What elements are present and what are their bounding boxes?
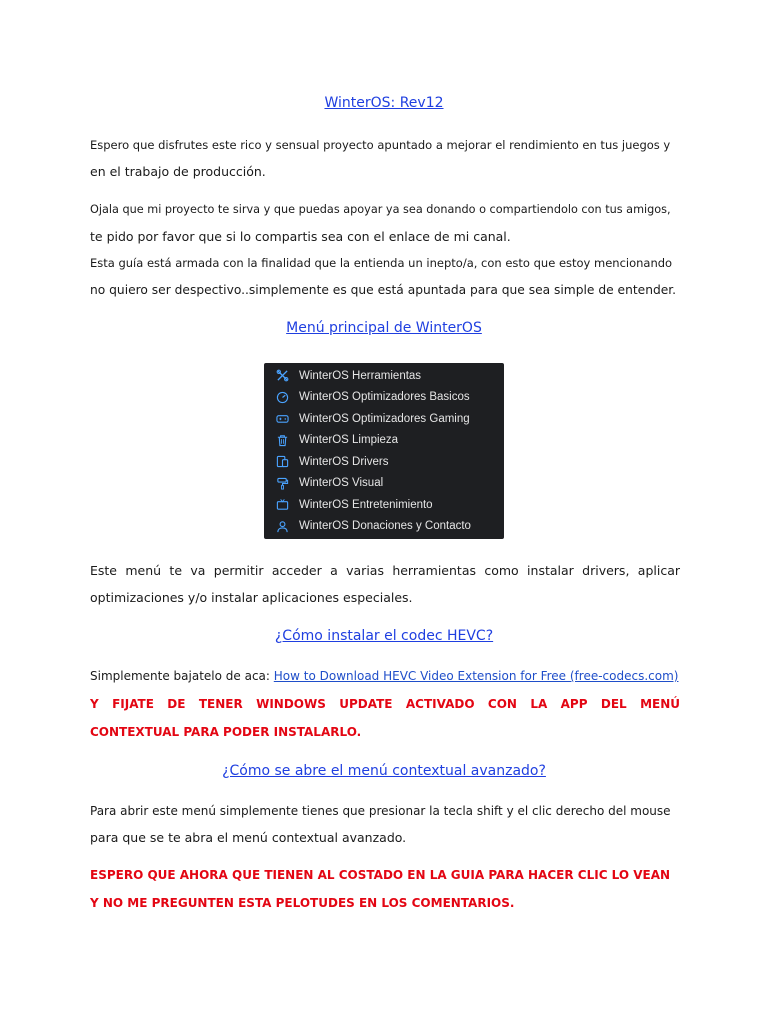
tools-icon (275, 369, 289, 383)
menu-item-label: WinterOS Entretenimiento (299, 498, 433, 511)
context-paragraph (90, 798, 680, 851)
hevc-warning (90, 690, 680, 746)
hevc-warning-line-2: CONTEXTUAL PARA PODER INSTALARLO. (90, 725, 362, 739)
menu-item-label: WinterOS Optimizadores Basicos (299, 391, 470, 403)
menu-section-heading: Menú principal de WinterOS (286, 320, 482, 336)
menu-item-donaciones (264, 516, 504, 537)
menu-item-label: WinterOS Donaciones y Contacto (299, 520, 471, 532)
person-icon (275, 519, 289, 533)
intro-paragraph (90, 132, 680, 185)
menu-item-label: WinterOS Limpieza (299, 434, 399, 446)
menu-item-label: WinterOS Visual (299, 477, 384, 489)
winteros-menu-screenshot (264, 363, 504, 539)
trash-icon (275, 433, 289, 447)
menu-item-label: WinterOS Herramientas (299, 369, 422, 382)
context-warning (90, 861, 680, 917)
hevc-download-link[interactable]: How to Download HEVC Video Extension for Free (free-codecs.com) (273, 669, 679, 683)
gamepad-icon (275, 412, 289, 426)
menu-item-optimizadores-basicos (264, 387, 504, 408)
context-line-1: Para abrir este menú simplemente tienes que presionar la tecla shift y el clic derecho del mouse (90, 804, 671, 818)
menu-item-entretenimiento (264, 494, 504, 515)
hevc-section-heading: ¿Cómo instalar el codec HEVC? (274, 628, 494, 644)
menu-description (90, 558, 680, 611)
hevc-download-prefix: Simplemente bajatelo de aca: (90, 669, 274, 683)
support-line-1: Ojala que mi proyecto te sirva y que puedas apoyar ya sea donando o compartiendolo con tus amigos, (90, 203, 671, 216)
support-paragraph (90, 197, 680, 303)
menu-item-optimizadores-gaming (264, 408, 504, 429)
menu-item-limpieza (264, 430, 504, 451)
context-warning-line-1: ESPERO QUE AHORA QUE TIENEN AL COSTADO EN LA GUIA PARA HACER CLIC LO VEAN (90, 868, 671, 882)
context-section-heading: ¿Cómo se abre el menú contextual avanzado? (222, 763, 546, 779)
support-line-3: Esta guía está armada con la finalidad que la entienda un inepto/a, con esto que estoy mencionando (90, 256, 673, 270)
drivers-icon (275, 455, 289, 469)
hevc-download-line (90, 663, 680, 690)
document-title: WinterOS: Rev12 (324, 95, 444, 111)
support-line-2: te pido por favor que si lo compartis sea con el enlace de mi canal. (90, 228, 511, 244)
intro-line-2: en el trabajo de producción. (90, 163, 266, 179)
menu-item-visual (264, 473, 504, 494)
menu-description-line-1: Este menú te va permitir acceder a varias herramientas como instalar drivers, aplicar (90, 563, 680, 578)
menu-description-line-2: optimizaciones y/o instalar aplicaciones especiales. (90, 589, 413, 605)
menu-item-herramientas (264, 365, 504, 386)
menu-item-label: WinterOS Optimizadores Gaming (299, 412, 470, 425)
gauge-icon (275, 390, 289, 404)
context-line-2: para que se te abra el menú contextual avanzado. (90, 829, 407, 845)
tv-icon (275, 498, 289, 512)
context-warning-line-2: Y NO ME PREGUNTEN ESTA PELOTUDES EN LOS COMENTARIOS. (90, 896, 515, 910)
paint-roller-icon (275, 476, 289, 490)
hevc-download-paragraph (90, 663, 680, 690)
intro-line-1: Espero que disfrutes este rico y sensual proyecto apuntado a mejorar el rendimiento en tus juegos y (90, 138, 671, 152)
hevc-warning-line-1: Y FIJATE DE TENER WINDOWS UPDATE ACTIVADO CON LA APP DEL MENÚ (90, 697, 680, 711)
menu-item-drivers (264, 451, 504, 472)
support-line-4: no quiero ser despectivo..simplemente es que está apuntada para que sea simple de entender. (90, 282, 677, 297)
menu-item-label: WinterOS Drivers (299, 455, 389, 468)
